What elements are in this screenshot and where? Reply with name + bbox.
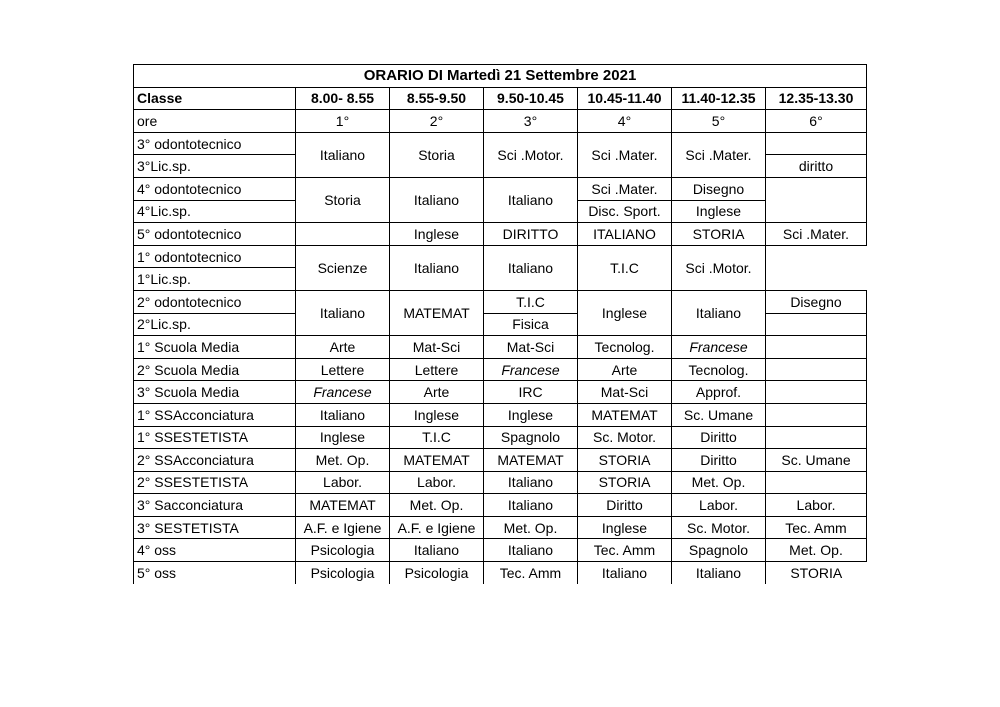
class-label: 3° SESTETISTA	[134, 516, 296, 539]
lesson-cell: Mat-Sci	[484, 336, 578, 359]
lesson-cell: Francese	[484, 358, 578, 381]
header-row	[134, 87, 867, 110]
lesson-cell	[766, 336, 867, 359]
lesson-cell: Met. Op.	[672, 471, 766, 494]
lesson-cell: Sc. Umane	[672, 403, 766, 426]
table-row	[134, 562, 867, 584]
lesson-cell: Met. Op.	[484, 516, 578, 539]
lesson-cell: Tec. Amm	[484, 562, 578, 584]
lesson-cell: Sci .Mater.	[578, 132, 672, 177]
lesson-cell: MATEMAT	[578, 403, 672, 426]
lesson-cell: Italiano	[484, 245, 578, 290]
lesson-cell: Italiano	[390, 539, 484, 562]
lesson-cell: Met. Op.	[296, 449, 390, 472]
lesson-cell: Italiano	[578, 562, 672, 584]
class-label: 1°Lic.sp.	[134, 268, 296, 291]
lesson-cell: Italiano	[296, 403, 390, 426]
header-slot-1: 8.00- 8.55	[296, 87, 390, 110]
class-label: 2°Lic.sp.	[134, 313, 296, 336]
lesson-cell	[766, 358, 867, 381]
lesson-cell: Psicologia	[296, 562, 390, 584]
lesson-cell: Sc. Umane	[766, 449, 867, 472]
lesson-cell	[296, 223, 390, 246]
table-row	[134, 494, 867, 517]
lesson-cell: Sci .Motor.	[484, 132, 578, 177]
header-slot-5: 11.40-12.35	[672, 87, 766, 110]
lesson-cell: Approf.	[672, 381, 766, 404]
lesson-cell: T.I.C	[390, 426, 484, 449]
lesson-cell: Lettere	[390, 358, 484, 381]
lesson-cell: Psicologia	[296, 539, 390, 562]
ore-2: 2°	[390, 110, 484, 133]
ore-1: 1°	[296, 110, 390, 133]
header-slot-4: 10.45-11.40	[578, 87, 672, 110]
header-classe: Classe	[134, 87, 296, 110]
lesson-cell: A.F. e Igiene	[390, 516, 484, 539]
title-row	[134, 65, 867, 88]
class-label: 3° odontotecnico	[134, 132, 296, 155]
table-row	[134, 223, 867, 246]
lesson-cell: Sc. Motor.	[578, 426, 672, 449]
lesson-cell: Labor.	[766, 494, 867, 517]
lesson-cell: Labor.	[390, 471, 484, 494]
class-label: 4° oss	[134, 539, 296, 562]
lesson-cell	[766, 313, 867, 336]
lesson-cell: Tec. Amm	[578, 539, 672, 562]
ore-5: 5°	[672, 110, 766, 133]
lesson-cell: Italiano	[296, 290, 390, 335]
lesson-cell: Sci .Motor.	[672, 245, 766, 290]
lesson-cell: Italiano	[390, 245, 484, 290]
table-row	[134, 381, 867, 404]
lesson-cell: Italiano	[484, 494, 578, 517]
lesson-cell: Spagnolo	[672, 539, 766, 562]
lesson-cell: Tecnolog.	[578, 336, 672, 359]
lesson-cell: Italiano	[484, 539, 578, 562]
lesson-cell: Inglese	[390, 223, 484, 246]
class-label: 4°Lic.sp.	[134, 200, 296, 223]
class-label: 2° Scuola Media	[134, 358, 296, 381]
lesson-cell: T.I.C	[578, 245, 672, 290]
ore-6: 6°	[766, 110, 867, 133]
lesson-cell: Italiano	[390, 177, 484, 222]
ore-row	[134, 110, 867, 133]
table-row	[134, 132, 867, 155]
lesson-cell	[766, 403, 867, 426]
lesson-cell	[766, 471, 867, 494]
table-row	[134, 358, 867, 381]
lesson-cell: Met. Op.	[390, 494, 484, 517]
class-label: 2° SSAcconciatura	[134, 449, 296, 472]
lesson-cell: Diritto	[578, 494, 672, 517]
table-row	[134, 403, 867, 426]
class-label: 3° Sacconciatura	[134, 494, 296, 517]
lesson-cell: IRC	[484, 381, 578, 404]
class-label: 2° SSESTETISTA	[134, 471, 296, 494]
lesson-cell: Sc. Motor.	[672, 516, 766, 539]
lesson-cell: Arte	[390, 381, 484, 404]
class-label: 3° Scuola Media	[134, 381, 296, 404]
lesson-cell: Mat-Sci	[390, 336, 484, 359]
ore-4: 4°	[578, 110, 672, 133]
lesson-cell: Disc. Sport.	[578, 200, 672, 223]
class-label: 3°Lic.sp.	[134, 155, 296, 178]
class-label: 5° odontotecnico	[134, 223, 296, 246]
lesson-cell: MATEMAT	[390, 449, 484, 472]
header-slot-6: 12.35-13.30	[766, 87, 867, 110]
lesson-cell: Italiano	[672, 562, 766, 584]
lesson-cell: T.I.C	[484, 290, 578, 313]
lesson-cell: Italiano	[484, 177, 578, 222]
lesson-cell: Inglese	[578, 290, 672, 335]
lesson-cell: Francese	[672, 336, 766, 359]
lesson-cell: A.F. e Igiene	[296, 516, 390, 539]
class-label: 5° oss	[134, 562, 296, 584]
lesson-cell: Labor.	[296, 471, 390, 494]
lesson-cell: Sci .Mater.	[766, 223, 867, 246]
class-label: 1° SSAcconciatura	[134, 403, 296, 426]
schedule-title: ORARIO DI Martedì 21 Settembre 2021	[134, 65, 867, 88]
lesson-cell: DIRITTO	[484, 223, 578, 246]
lesson-cell: Inglese	[672, 200, 766, 223]
lesson-cell: Spagnolo	[484, 426, 578, 449]
class-label: 1° Scuola Media	[134, 336, 296, 359]
lesson-cell	[766, 381, 867, 404]
table-row	[134, 516, 867, 539]
lesson-cell: Inglese	[296, 426, 390, 449]
table-row	[134, 471, 867, 494]
lesson-cell: diritto	[766, 155, 867, 178]
lesson-cell: Fisica	[484, 313, 578, 336]
lesson-cell: Lettere	[296, 358, 390, 381]
lesson-cell: Tecnolog.	[672, 358, 766, 381]
lesson-cell: Arte	[578, 358, 672, 381]
lesson-cell: Scienze	[296, 245, 390, 290]
lesson-cell	[766, 426, 867, 449]
lesson-cell: Sci .Mater.	[672, 132, 766, 177]
lesson-cell: MATEMAT	[390, 290, 484, 335]
lesson-cell: Labor.	[672, 494, 766, 517]
class-label: 2° odontotecnico	[134, 290, 296, 313]
lesson-cell: Inglese	[390, 403, 484, 426]
class-label: 4° odontotecnico	[134, 177, 296, 200]
header-slot-3: 9.50-10.45	[484, 87, 578, 110]
lesson-cell: Tec. Amm	[766, 516, 867, 539]
class-label: 1° odontotecnico	[134, 245, 296, 268]
header-slot-2: 8.55-9.50	[390, 87, 484, 110]
table-row	[134, 336, 867, 359]
lesson-cell: Italiano	[296, 132, 390, 177]
lesson-cell: Sci .Mater.	[578, 177, 672, 200]
lesson-cell: Francese	[296, 381, 390, 404]
lesson-cell: Storia	[390, 132, 484, 177]
lesson-cell: ITALIANO	[578, 223, 672, 246]
lesson-cell: Psicologia	[390, 562, 484, 584]
table-row	[134, 290, 867, 313]
table-row	[134, 245, 867, 268]
lesson-cell: Diritto	[672, 426, 766, 449]
empty-cell	[766, 177, 867, 222]
lesson-cell	[766, 132, 867, 155]
lesson-cell: Mat-Sci	[578, 381, 672, 404]
table-row	[134, 426, 867, 449]
ore-3: 3°	[484, 110, 578, 133]
lesson-cell: Storia	[296, 177, 390, 222]
ore-label: ore	[134, 110, 296, 133]
lesson-cell: Met. Op.	[766, 539, 867, 562]
table-row	[134, 177, 867, 200]
lesson-cell: Disegno	[672, 177, 766, 200]
class-label: 1° SSESTETISTA	[134, 426, 296, 449]
lesson-cell: Diritto	[672, 449, 766, 472]
lesson-cell: STORIA	[578, 449, 672, 472]
lesson-cell: Inglese	[484, 403, 578, 426]
lesson-cell: Italiano	[672, 290, 766, 335]
schedule-table	[133, 64, 867, 584]
lesson-cell: Disegno	[766, 290, 867, 313]
lesson-cell: Arte	[296, 336, 390, 359]
lesson-cell: MATEMAT	[296, 494, 390, 517]
empty-cell	[766, 245, 867, 290]
table-row	[134, 539, 867, 562]
table-row	[134, 449, 867, 472]
lesson-cell: STORIA	[766, 562, 867, 584]
lesson-cell: STORIA	[578, 471, 672, 494]
lesson-cell: MATEMAT	[484, 449, 578, 472]
lesson-cell: STORIA	[672, 223, 766, 246]
lesson-cell: Italiano	[484, 471, 578, 494]
lesson-cell: Inglese	[578, 516, 672, 539]
